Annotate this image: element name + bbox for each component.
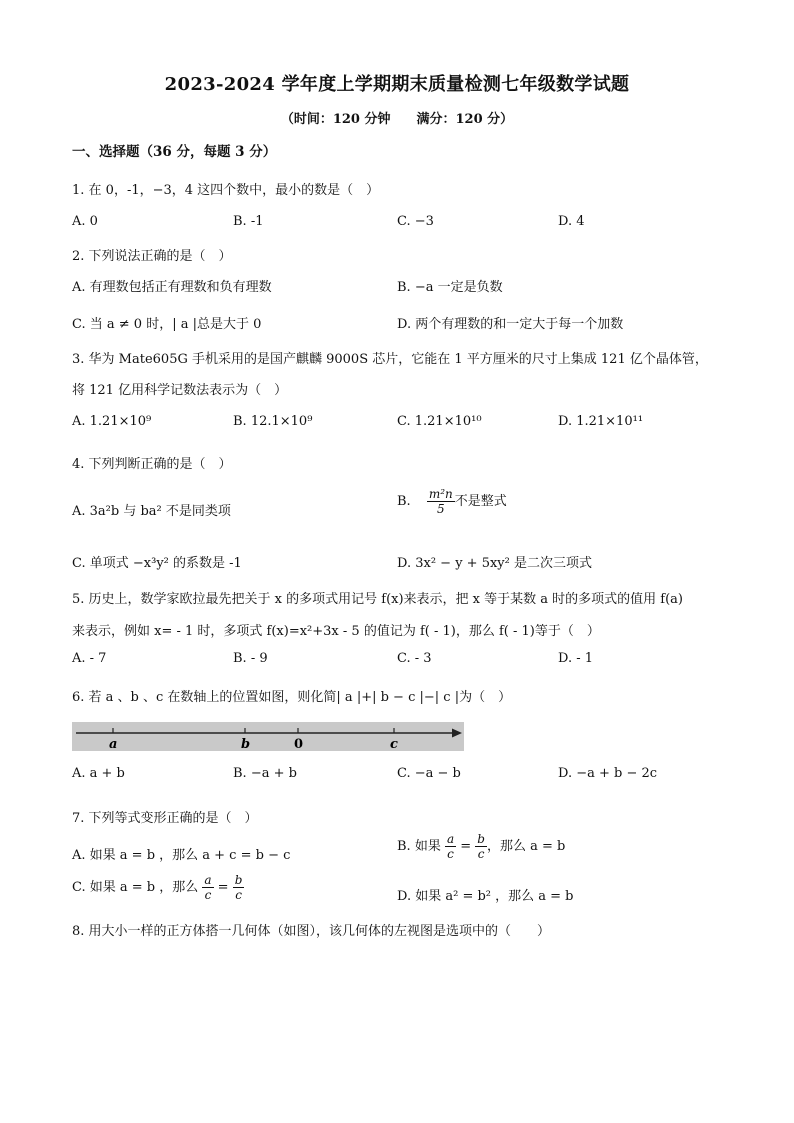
q7-option-d: D. 如果 a² = b² ，那么 a = b (397, 889, 574, 904)
fraction-denominator: c (477, 847, 485, 861)
fraction-numerator: a (446, 832, 455, 846)
fraction-denominator: c (204, 888, 212, 902)
q1-option-c: C. −3 (397, 214, 434, 229)
q4-option-b-fraction (427, 488, 455, 515)
q1-option-d: D. 4 (558, 214, 585, 229)
q6-option-d: D. −a + b − 2c (558, 766, 658, 781)
q1-option-b: B. -1 (233, 214, 264, 229)
question-2-stem: 2. 下列说法正确的是（ ） (72, 249, 232, 264)
q3-option-b: B. 12.1×10⁹ (233, 414, 313, 429)
q4-option-b-label: B. (397, 494, 411, 509)
q6-option-a: A. a + b (72, 766, 125, 781)
arrow-icon (452, 729, 462, 738)
question-6-stem: 6. 若 a 、b 、c 在数轴上的位置如图，则化简| a |+| b − c |−| c |为（ ） (72, 690, 512, 705)
exam-subtitle: （时间：120 分钟 满分：120 分） (280, 112, 514, 127)
question-1-stem: 1. 在 0，-1，−3，4 这四个数中，最小的数是（ ） (72, 183, 380, 198)
exam-title: 2023-2024 学年度上学期期末质量检测七年级数学试题 (164, 74, 630, 95)
q6-option-c: C. −a − b (397, 766, 461, 781)
q5-option-b: B. - 9 (233, 651, 268, 666)
question-8-stem: 8. 用大小一样的正方体搭一几何体（如图），该几何体的左视图是选项中的（ ） (72, 924, 551, 939)
q3-option-d: D. 1.21×10¹¹ (558, 414, 644, 429)
label-b: b (241, 737, 251, 751)
label-a: a (109, 737, 118, 751)
q5-option-a: A. - 7 (72, 651, 107, 666)
fraction-numerator: b (234, 873, 243, 887)
q7-option-a: A. 如果 a = b ，那么 a + c = b − c (72, 848, 291, 863)
fraction-denominator: c (447, 847, 454, 861)
label-c: c (390, 737, 398, 751)
q7-c-fraction-left (202, 874, 213, 901)
q7-option-b-suffix: ，那么 a = b (486, 839, 566, 854)
question-5-stem-line2: 来表示，例如 x= - 1 时，多项式 f(x)=x²+3x - 5 的值记为 f( - 1)，那么 f( - 1)等于（ ） (72, 624, 600, 639)
q2-option-d: D. 两个有理数的和一定大于每一个加数 (397, 317, 624, 332)
q3-option-c: C. 1.21×10¹⁰ (397, 414, 482, 429)
q5-option-d: D. - 1 (558, 651, 594, 666)
q2-option-b: B. −a 一定是负数 (397, 280, 503, 295)
q7-b-fraction-right (475, 833, 487, 860)
q4-option-c: C. 单项式 −x³y² 的系数是 -1 (72, 556, 242, 571)
question-3-stem-line1: 3. 华为 Mate605G 手机采用的是国产麒麟 9000S 芯片，它能在 1 平方厘米的尺寸上集成 121 亿个晶体管， (72, 352, 708, 367)
q2-option-c: C. 当 a ≠ 0 时，| a |总是大于 0 (72, 317, 262, 332)
fraction-denominator: c (235, 888, 242, 902)
q7-option-b-prefix: B. 如果 (397, 839, 441, 854)
fraction-numerator: a (204, 873, 212, 887)
number-line-figure (72, 722, 464, 751)
q4-option-b-text: 不是整式 (454, 494, 507, 509)
number-line-svg (72, 722, 464, 751)
q7-b-fraction-left (445, 833, 456, 860)
fraction-denominator: 5 (436, 502, 445, 516)
fraction-numerator: b (477, 832, 485, 846)
q7-c-fraction-right (233, 874, 245, 901)
q4-option-b (397, 488, 507, 515)
q2-option-a: A. 有理数包括正有理数和负有理数 (72, 280, 272, 295)
q4-option-d: D. 3x² − y + 5xy² 是二次三项式 (397, 556, 592, 571)
section-heading: 一、选择题（36 分，每题 3 分） (72, 144, 277, 160)
q7-option-c: C. 如果 a = b ，那么 $\frac{a}{c}$ = $\frac{b}{c}$ (72, 873, 243, 902)
question-4-stem: 4. 下列判断正确的是（ ） (72, 457, 232, 472)
label-zero: 0 (294, 737, 304, 751)
question-5-stem-line1: 5. 历史上，数学家欧拉最先把关于 x 的多项式用记号 f(x)来表示，把 x 等于某数 a 时的多项式的值用 f(a) (72, 592, 684, 607)
question-7-stem: 7. 下列等式变形正确的是（ ） (72, 811, 258, 826)
q5-option-c: C. - 3 (397, 651, 432, 666)
q4-option-a: A. 3a²b 与 ba² 不是同类项 (72, 504, 231, 519)
q1-option-a: A. 0 (72, 214, 98, 229)
q7-option-b: B. 如果 $\frac{a}{c}$ = $\frac{b}{c}$ ，那么 a = b (397, 832, 566, 861)
q3-option-a: A. 1.21×10⁹ (72, 414, 152, 429)
fraction-numerator: m²n (428, 487, 453, 501)
question-3-stem-line2: 将 121 亿用科学记数法表示为（ ） (72, 383, 288, 398)
q6-option-b: B. −a + b (233, 766, 297, 781)
q7-option-c-prefix: C. 如果 a = b ，那么 (72, 880, 199, 895)
